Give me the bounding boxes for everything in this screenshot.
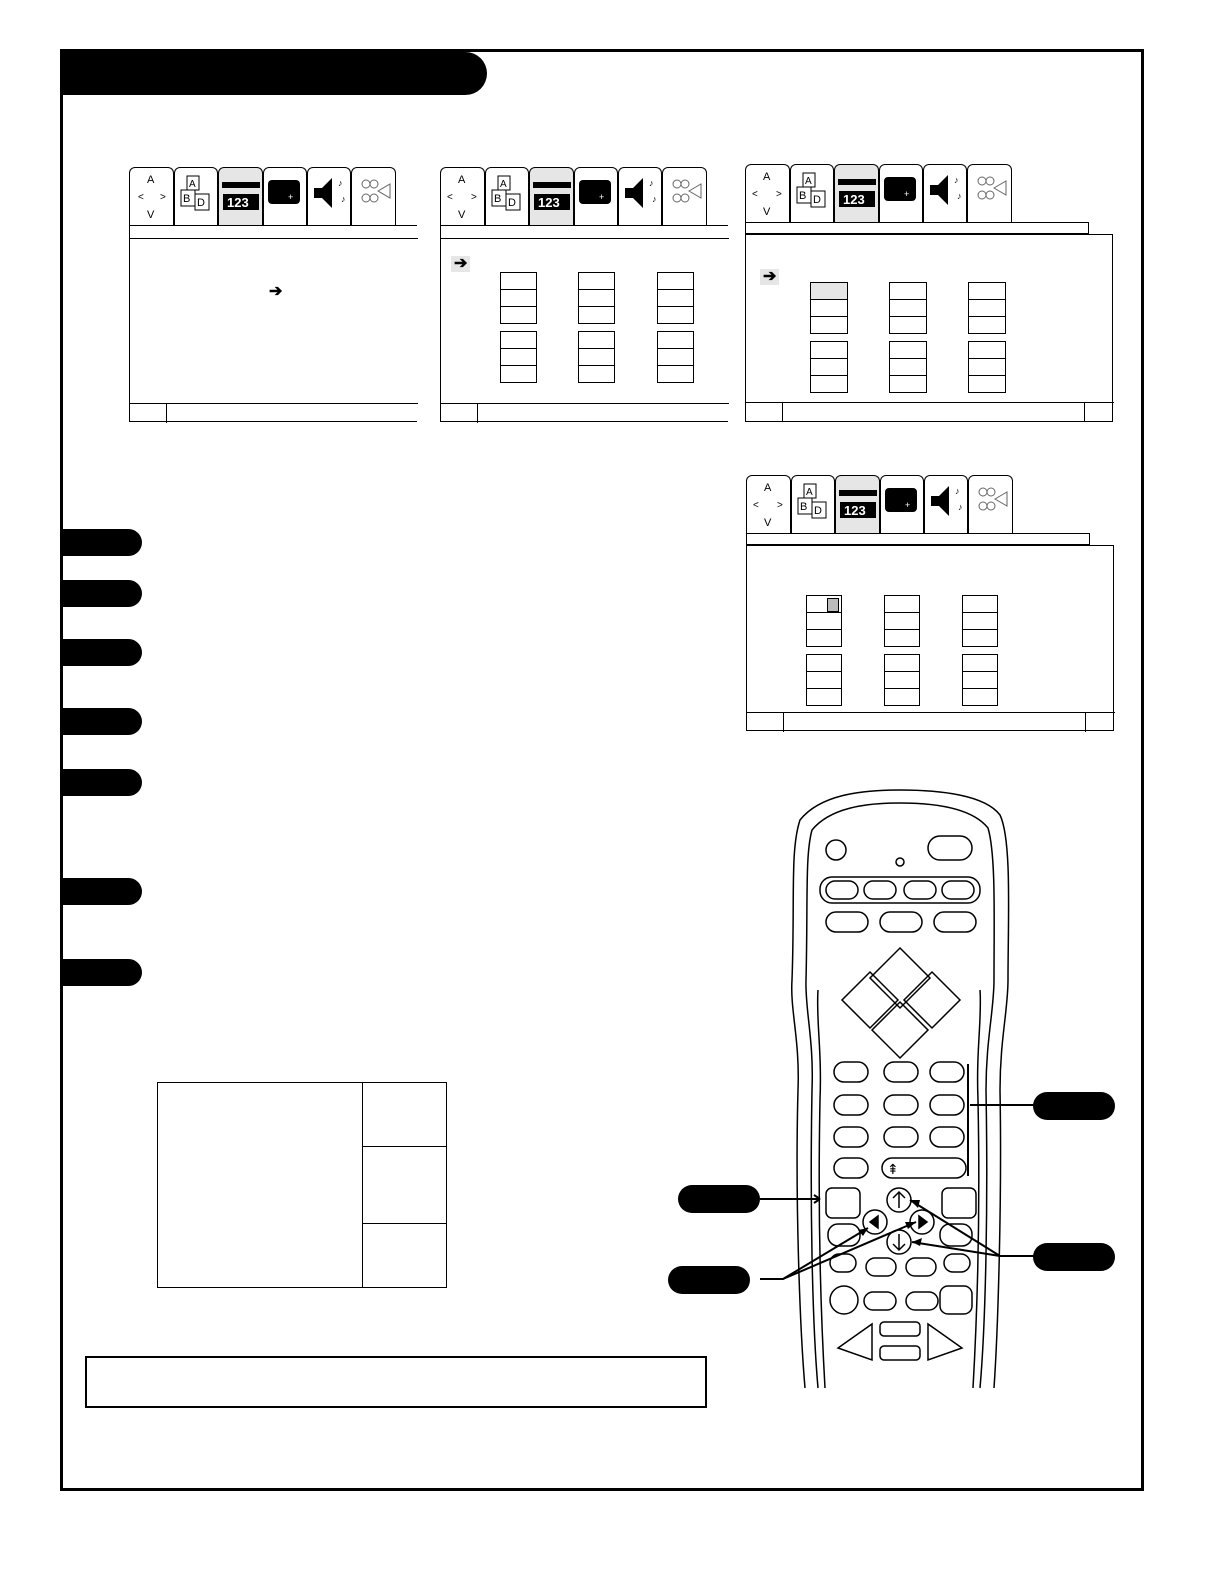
- svg-text:A: A: [500, 179, 507, 190]
- svg-text:B: B: [494, 193, 502, 205]
- callout-enter: [678, 1185, 760, 1213]
- svg-text:+: +: [288, 192, 294, 202]
- svg-text:♪: ♪: [958, 502, 963, 512]
- svg-text:♪: ♪: [649, 178, 654, 188]
- svg-text:A: A: [764, 482, 772, 494]
- svg-text:>: >: [471, 192, 477, 203]
- svg-text:D: D: [508, 197, 516, 209]
- svg-text:123: 123: [538, 195, 560, 210]
- svg-text:<: <: [752, 189, 758, 200]
- svg-text:⇞: ⇞: [887, 1161, 899, 1177]
- svg-text:+: +: [905, 500, 911, 510]
- remote-lower-buttons: [826, 1188, 976, 1360]
- svg-text:<: <: [138, 192, 144, 203]
- svg-text:A: A: [147, 174, 155, 186]
- callout-left-right: [668, 1266, 750, 1294]
- menu-selection-arrow: ➔: [451, 256, 470, 272]
- svg-text:♪: ♪: [957, 191, 962, 201]
- svg-text:>: >: [776, 189, 782, 200]
- svg-text:D: D: [197, 197, 205, 209]
- svg-text:♪: ♪: [954, 175, 959, 185]
- svg-text:V: V: [763, 206, 771, 218]
- svg-text:♪: ♪: [955, 486, 960, 496]
- svg-text:A: A: [806, 487, 813, 498]
- svg-text:123: 123: [227, 195, 249, 210]
- callout-up-down: [1033, 1243, 1115, 1271]
- svg-text:<: <: [753, 500, 759, 511]
- callout-number-keys: [1033, 1092, 1115, 1120]
- callout-leaders: [760, 1195, 1035, 1279]
- svg-text:123: 123: [843, 192, 865, 207]
- svg-text:123: 123: [844, 503, 866, 518]
- svg-text:A: A: [763, 171, 771, 183]
- svg-text:B: B: [800, 501, 808, 513]
- remote-number-keys: [834, 1062, 966, 1178]
- svg-text:V: V: [147, 209, 155, 221]
- svg-text:B: B: [799, 190, 807, 202]
- svg-text:♪: ♪: [652, 194, 657, 204]
- svg-text:<: <: [447, 192, 453, 203]
- svg-text:D: D: [814, 505, 822, 517]
- svg-text:+: +: [599, 192, 605, 202]
- remote-dpad: [842, 948, 960, 1058]
- svg-text:>: >: [160, 192, 166, 203]
- svg-text:B: B: [183, 193, 191, 205]
- menu-selection-arrow: ➔: [760, 269, 779, 285]
- remote-top-buttons: [820, 836, 980, 932]
- svg-text:>: >: [777, 500, 783, 511]
- svg-text:V: V: [458, 209, 466, 221]
- svg-text:V: V: [764, 517, 772, 529]
- svg-text:♪: ♪: [338, 178, 343, 188]
- svg-text:A: A: [805, 176, 812, 187]
- menu-selection-arrow: ➔: [269, 283, 283, 300]
- svg-text:D: D: [813, 194, 821, 206]
- svg-text:♪: ♪: [341, 194, 346, 204]
- svg-text:A: A: [189, 179, 196, 190]
- svg-text:+: +: [904, 189, 910, 199]
- svg-text:A: A: [458, 174, 466, 186]
